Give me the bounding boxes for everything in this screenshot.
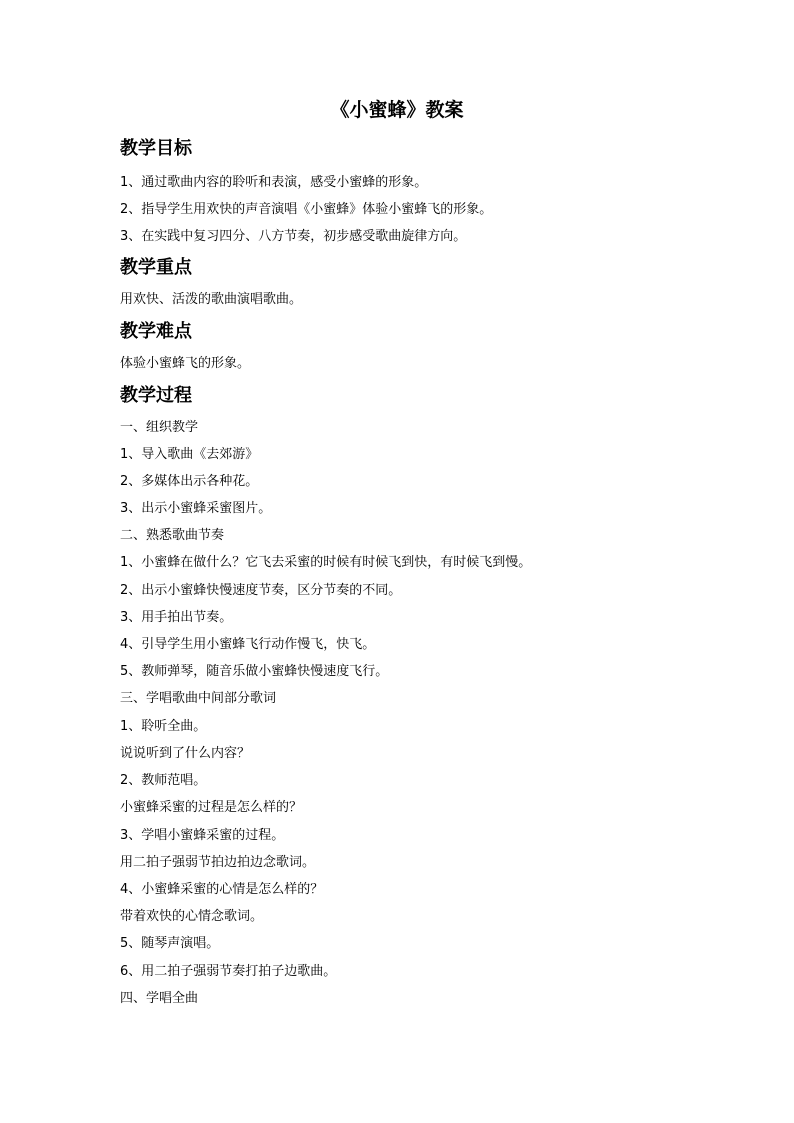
process-step: 4、引导学生用小蜜蜂飞行动作慢飞，快飞。: [120, 637, 376, 652]
process-step: 1、导入歌曲《去郊游》: [120, 447, 259, 462]
process-step: 3、用手拍出节奏。: [120, 610, 233, 625]
key-point-item: 用欢快、活泼的歌曲演唱歌曲。: [120, 292, 303, 307]
difficulty-item: 体验小蜜蜂飞的形象。: [120, 356, 251, 371]
process-step: 用二拍子强弱节拍边拍边念歌词。: [120, 855, 316, 870]
process-step: 一、组织教学: [120, 420, 199, 435]
section-heading-process: 教学过程: [120, 385, 192, 406]
process-step: 带着欢快的心情念歌词。: [120, 909, 264, 924]
process-step: 2、教师范唱。: [120, 773, 207, 788]
process-step: 3、学唱小蜜蜂采蜜的过程。: [120, 828, 285, 843]
process-step: 5、教师弹琴，随音乐做小蜜蜂快慢速度飞行。: [120, 664, 389, 679]
process-step: 2、多媒体出示各种花。: [120, 474, 259, 489]
process-step: 5、随琴声演唱。: [120, 936, 220, 951]
goal-item: 2、指导学生用欢快的声音演唱《小蜜蜂》体验小蜜蜂飞的形象。: [120, 202, 493, 217]
goal-item: 3、在实践中复习四分、八方节奏，初步感受歌曲旋律方向。: [120, 229, 467, 244]
process-step: 四、学唱全曲: [120, 991, 199, 1006]
process-step: 2、出示小蜜蜂快慢速度节奏，区分节奏的不同。: [120, 583, 402, 598]
process-step: 说说听到了什么内容？: [120, 746, 251, 761]
process-step: 3、出示小蜜蜂采蜜图片。: [120, 501, 272, 516]
process-step: 小蜜蜂采蜜的过程是怎么样的？: [120, 800, 303, 815]
section-heading-key-points: 教学重点: [120, 257, 192, 278]
process-step: 三、学唱歌曲中间部分歌词: [120, 691, 277, 706]
process-step: 6、用二拍子强弱节奏打拍子边歌曲。: [120, 964, 337, 979]
section-heading-goals: 教学目标: [120, 138, 192, 159]
process-step: 4、小蜜蜂采蜜的心情是怎么样的？: [120, 882, 324, 897]
process-step: 二、熟悉歌曲节奏: [120, 528, 225, 543]
goal-item: 1、通过歌曲内容的聆听和表演，感受小蜜蜂的形象。: [120, 175, 428, 190]
section-heading-difficulties: 教学难点: [120, 321, 192, 342]
process-step: 1、小蜜蜂在做什么？它飞去采蜜的时候有时候飞到快，有时候飞到慢。: [120, 555, 532, 570]
process-step: 1、聆听全曲。: [120, 719, 207, 734]
document-title: 《小蜜蜂》教案: [330, 99, 464, 121]
